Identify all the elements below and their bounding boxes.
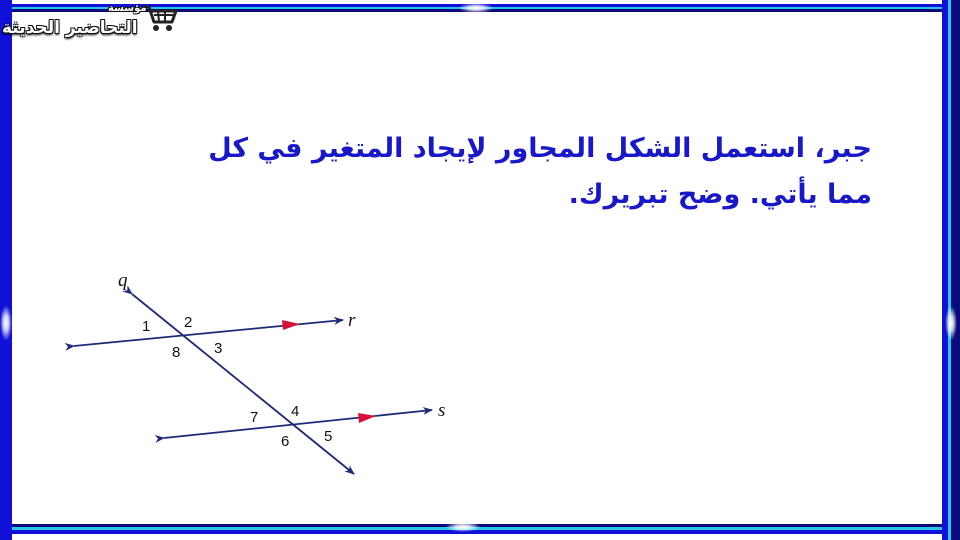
- parallel-lines-figure: [60, 262, 480, 492]
- angle-label-7: 7: [250, 409, 259, 426]
- logo: [0, 0, 185, 48]
- angle-label-8: 8: [172, 344, 181, 361]
- frame-right: [942, 0, 960, 540]
- question-line-1: جبر، استعمل الشكل المجاور لإيجاد المتغير في كل: [208, 133, 872, 164]
- angle-label-3: 3: [214, 340, 223, 357]
- angle-label-1: 1: [142, 318, 151, 335]
- logo-subtitle: مؤسسة: [108, 3, 147, 14]
- angle-label-4: 4: [291, 403, 300, 420]
- line-q: [132, 294, 354, 474]
- frame-glint: [458, 3, 494, 13]
- parallel-arrow-mark-s: [358, 413, 376, 423]
- frame-glint: [945, 305, 957, 341]
- question-text: [112, 126, 872, 218]
- angle-label-2: 2: [184, 314, 193, 331]
- label-s: s: [438, 400, 446, 421]
- angle-label-6: 6: [281, 433, 290, 450]
- label-q: q: [118, 270, 128, 291]
- frame-glint: [0, 305, 12, 341]
- frame-left: [0, 0, 12, 540]
- angle-label-5: 5: [324, 428, 333, 445]
- question-line-2: مما يأتي. وضح تبريرك.: [568, 179, 872, 210]
- line-r: [74, 320, 343, 346]
- label-r: r: [348, 310, 356, 331]
- logo-title: التحاضير الحديثة: [2, 18, 138, 38]
- frame-glint: [445, 522, 481, 532]
